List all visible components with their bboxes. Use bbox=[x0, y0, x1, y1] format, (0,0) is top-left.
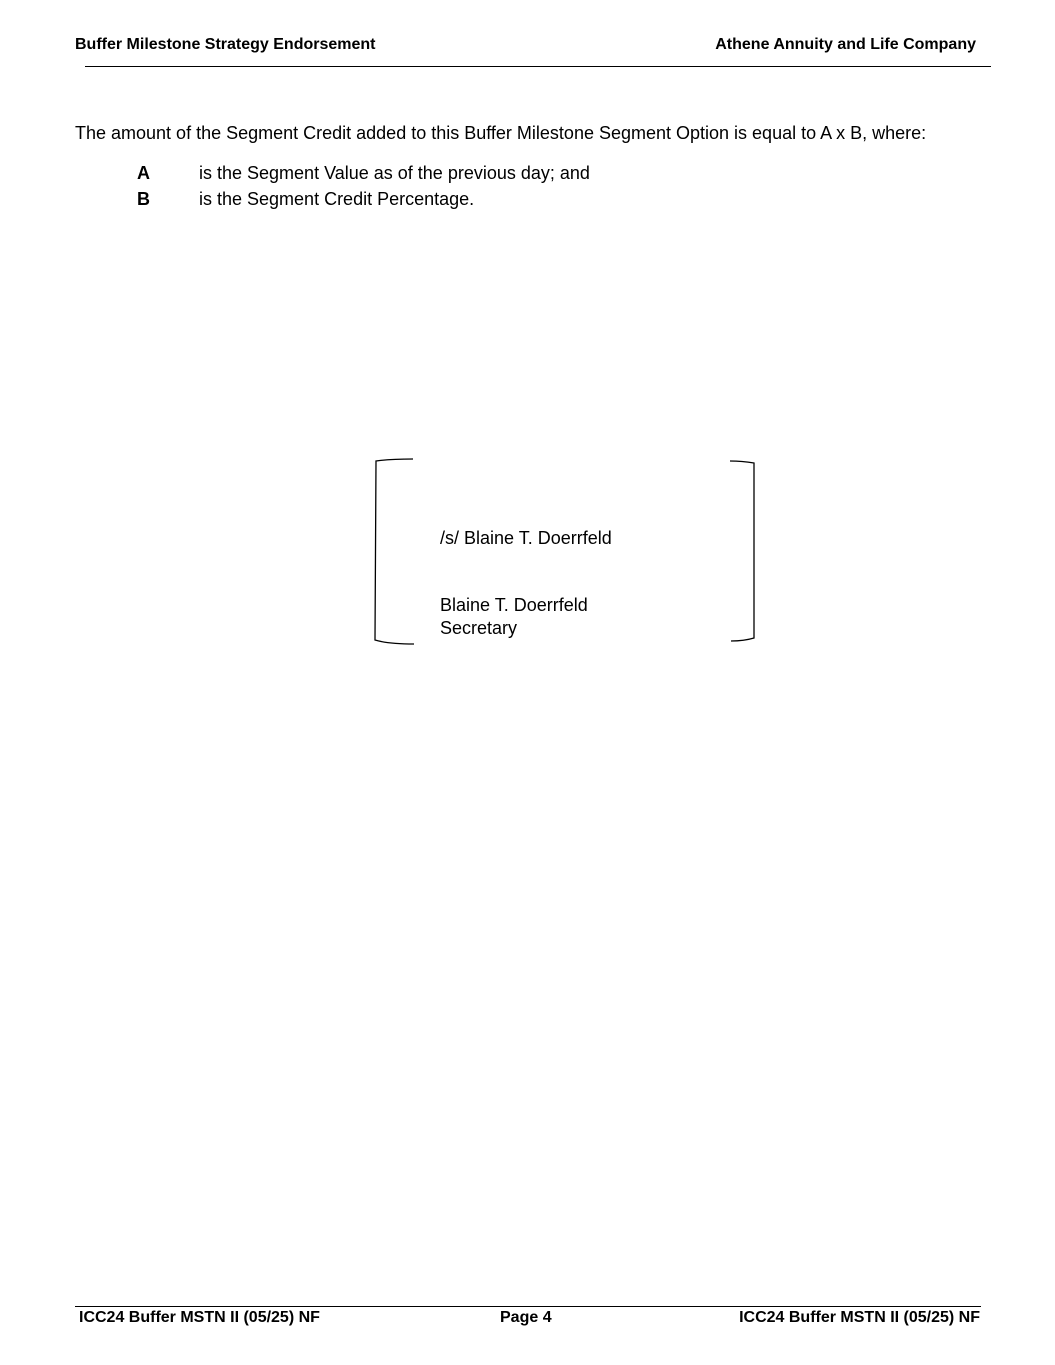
definition-term: A bbox=[137, 163, 150, 183]
signature-brackets bbox=[370, 455, 760, 650]
definition-description: is the Segment Value as of the previous day; and bbox=[199, 163, 590, 183]
company-name: Athene Annuity and Life Company bbox=[715, 36, 976, 53]
page-number: Page 4 bbox=[500, 1309, 552, 1326]
signatory-name: Blaine T. Doerrfeld bbox=[440, 595, 588, 615]
signature-line: /s/ Blaine T. Doerrfeld bbox=[440, 528, 612, 548]
right-bracket bbox=[730, 461, 754, 641]
definition-description: is the Segment Credit Percentage. bbox=[199, 189, 475, 209]
definition-term: B bbox=[137, 189, 150, 209]
document-title: Buffer Milestone Strategy Endorsement bbox=[75, 36, 376, 53]
left-bracket bbox=[375, 459, 414, 644]
header-divider bbox=[85, 66, 991, 67]
segment-credit-paragraph: The amount of the Segment Credit added to this Buffer Milestone Segment Option is equal to A x B, where: bbox=[75, 123, 927, 143]
signatory-title: Secretary bbox=[440, 618, 518, 638]
footer-divider bbox=[75, 1306, 981, 1307]
form-number-left: ICC24 Buffer MSTN II (05/25) NF bbox=[79, 1309, 320, 1326]
form-number-right: ICC24 Buffer MSTN II (05/25) NF bbox=[739, 1309, 980, 1326]
